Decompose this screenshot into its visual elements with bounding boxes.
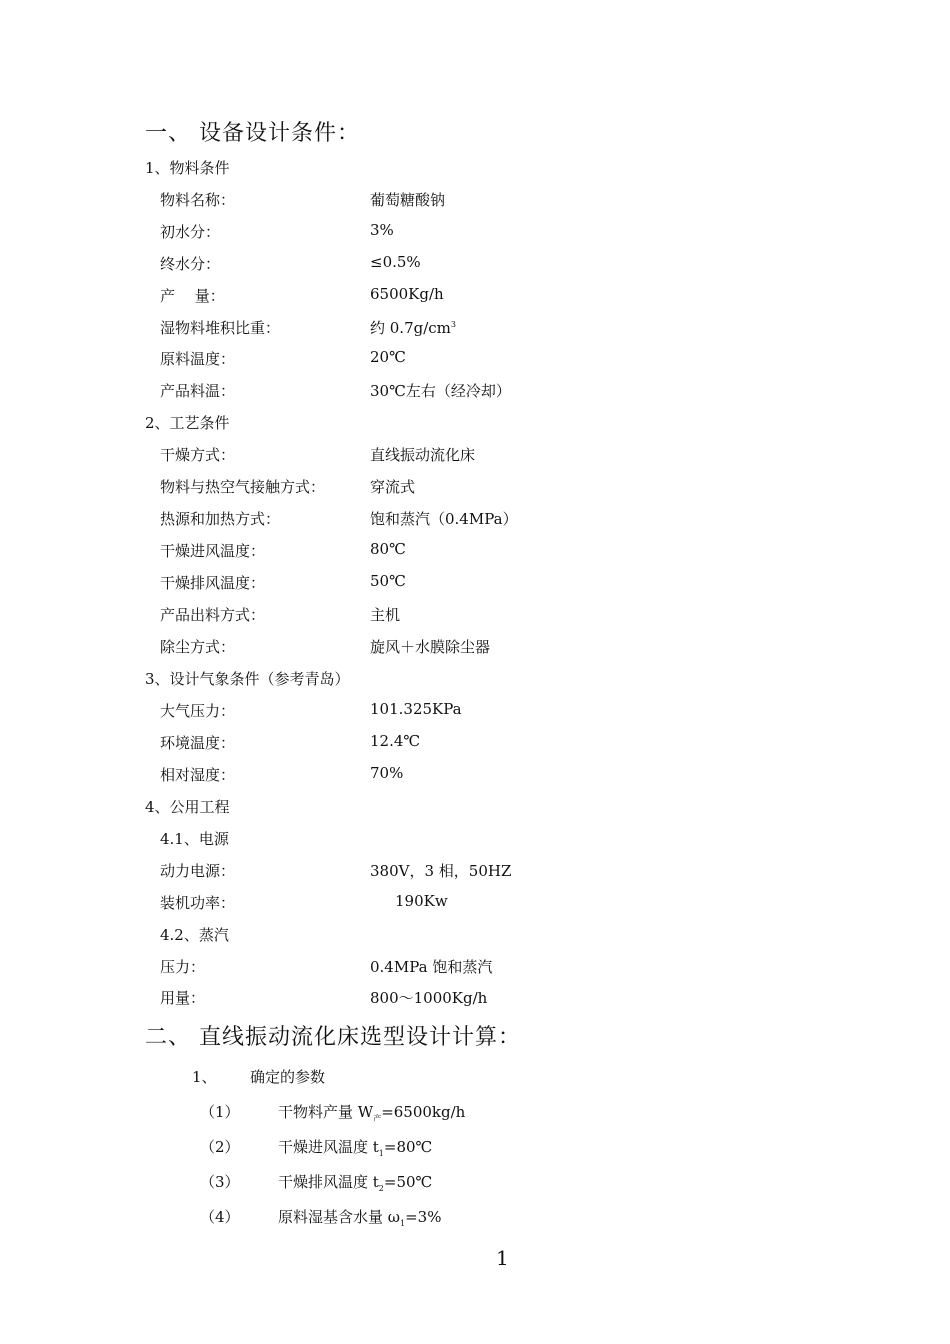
power-heading: 4.1、电源 <box>160 830 229 848</box>
row-label: 用量： <box>160 989 206 1007</box>
row-label: 干燥方式： <box>160 446 236 464</box>
row-value: 3% <box>370 221 394 239</box>
row-value: 50℃ <box>370 572 406 590</box>
param-value: =6500kg/h <box>381 1103 466 1121</box>
material-row <box>160 348 860 370</box>
param-row <box>200 1101 700 1125</box>
param-text <box>278 1101 465 1124</box>
row-value: 穿流式 <box>370 478 416 496</box>
weather-row <box>160 764 860 786</box>
process-row <box>160 604 860 626</box>
row-label: 产品出料方式： <box>160 606 266 624</box>
process-row <box>160 444 860 466</box>
param-subscript: 2 <box>378 1184 384 1193</box>
row-label: 相对湿度： <box>160 766 236 784</box>
row-label: 产 量： <box>160 287 225 305</box>
param-row <box>200 1171 700 1195</box>
row-value: 30℃左右（经冷却） <box>370 382 511 400</box>
power-row <box>160 860 860 882</box>
row-label: 动力电源： <box>160 862 236 880</box>
param-text <box>278 1206 441 1228</box>
row-value: 20℃ <box>370 348 406 366</box>
param-row <box>200 1136 700 1160</box>
row-label: 产品料温： <box>160 382 236 400</box>
steam-heading: 4.2、蒸汽 <box>160 926 229 944</box>
process-row <box>160 540 860 562</box>
row-value: 旋风＋水膜除尘器 <box>370 638 491 656</box>
material-row <box>160 285 860 307</box>
process-row <box>160 572 860 594</box>
weather-row <box>160 732 860 754</box>
param-label: 干物料产量 W <box>278 1103 374 1121</box>
row-label: 湿物料堆积比重： <box>160 319 281 337</box>
param-value: =3% <box>405 1208 442 1226</box>
process-row <box>160 508 860 530</box>
param-label: 原料湿基含水量 ω <box>278 1208 401 1226</box>
param-label: 干燥排风温度 t <box>278 1173 379 1191</box>
row-value: ≤0.5% <box>370 253 421 271</box>
row-value: 主机 <box>370 606 401 624</box>
param-text <box>278 1171 432 1193</box>
material-row <box>160 380 860 402</box>
param-label: 干燥进风温度 t <box>278 1138 379 1156</box>
param-text <box>278 1136 432 1158</box>
section2-title: 二、 直线振动流化床选型设计计算： <box>145 1025 521 1050</box>
process-row <box>160 636 860 658</box>
row-label: 终水分： <box>160 255 221 273</box>
param-subscript: 产 <box>373 1114 382 1123</box>
row-label: 干燥排风温度： <box>160 574 266 592</box>
param-value: =50℃ <box>383 1173 433 1191</box>
row-value: 12.4℃ <box>370 732 421 750</box>
row-value: 饱和蒸汽（0.4MPa） <box>370 510 518 528</box>
row-label: 物料与热空气接触方式： <box>160 478 326 496</box>
row-label: 原料温度： <box>160 350 236 368</box>
density-exponent: 3 <box>450 320 456 329</box>
process-heading: 2、工艺条件 <box>145 414 230 432</box>
param-number: （3） <box>200 1173 240 1191</box>
power-row <box>160 892 860 914</box>
material-row <box>160 221 860 243</box>
utilities-heading: 4、公用工程 <box>145 798 230 816</box>
weather-heading: 3、设计气象条件（参考青岛） <box>145 670 350 688</box>
steam-row <box>160 987 860 1009</box>
param-value: =80℃ <box>383 1138 433 1156</box>
param-row <box>200 1206 700 1230</box>
density-value: 约 0.7g/cm <box>370 319 451 337</box>
row-value: 80℃ <box>370 540 406 558</box>
step-title: 确定的参数 <box>250 1068 326 1086</box>
row-value: 葡萄糖酸钠 <box>370 191 446 209</box>
row-label: 除尘方式： <box>160 638 236 656</box>
material-row <box>160 253 860 275</box>
param-subscript: 1 <box>378 1149 384 1158</box>
row-label: 压力： <box>160 958 206 976</box>
step-number: 1、 <box>192 1068 217 1086</box>
row-value <box>370 317 456 338</box>
material-row <box>160 317 860 339</box>
row-label: 物料名称： <box>160 191 236 209</box>
row-value: 800～1000Kg/h <box>370 989 488 1007</box>
row-label: 环境温度： <box>160 734 236 752</box>
row-label: 热源和加热方式： <box>160 510 281 528</box>
param-number: （2） <box>200 1138 240 1156</box>
material-heading: 1、物料条件 <box>145 159 230 177</box>
row-value: 101.325KPa <box>370 700 462 718</box>
row-value: 190Kw <box>395 892 448 910</box>
process-row <box>160 476 860 498</box>
section1-title: 一、 设备设计条件： <box>145 121 360 146</box>
row-value: 6500Kg/h <box>370 285 444 303</box>
row-value: 380V，3 相，50HZ <box>370 862 512 880</box>
row-label: 干燥进风温度： <box>160 542 266 560</box>
row-value: 直线振动流化床 <box>370 446 476 464</box>
param-subscript: 1 <box>400 1219 406 1228</box>
param-number: （1） <box>200 1103 240 1121</box>
row-label: 初水分： <box>160 223 221 241</box>
row-value: 70% <box>370 764 404 782</box>
material-row <box>160 189 860 211</box>
weather-row <box>160 700 860 722</box>
row-value: 0.4MPa 饱和蒸汽 <box>370 958 493 976</box>
param-number: （4） <box>200 1208 240 1226</box>
steam-row <box>160 956 860 978</box>
row-label: 大气压力： <box>160 702 236 720</box>
row-label: 装机功率： <box>160 894 236 912</box>
page-number: 1 <box>496 1246 509 1270</box>
